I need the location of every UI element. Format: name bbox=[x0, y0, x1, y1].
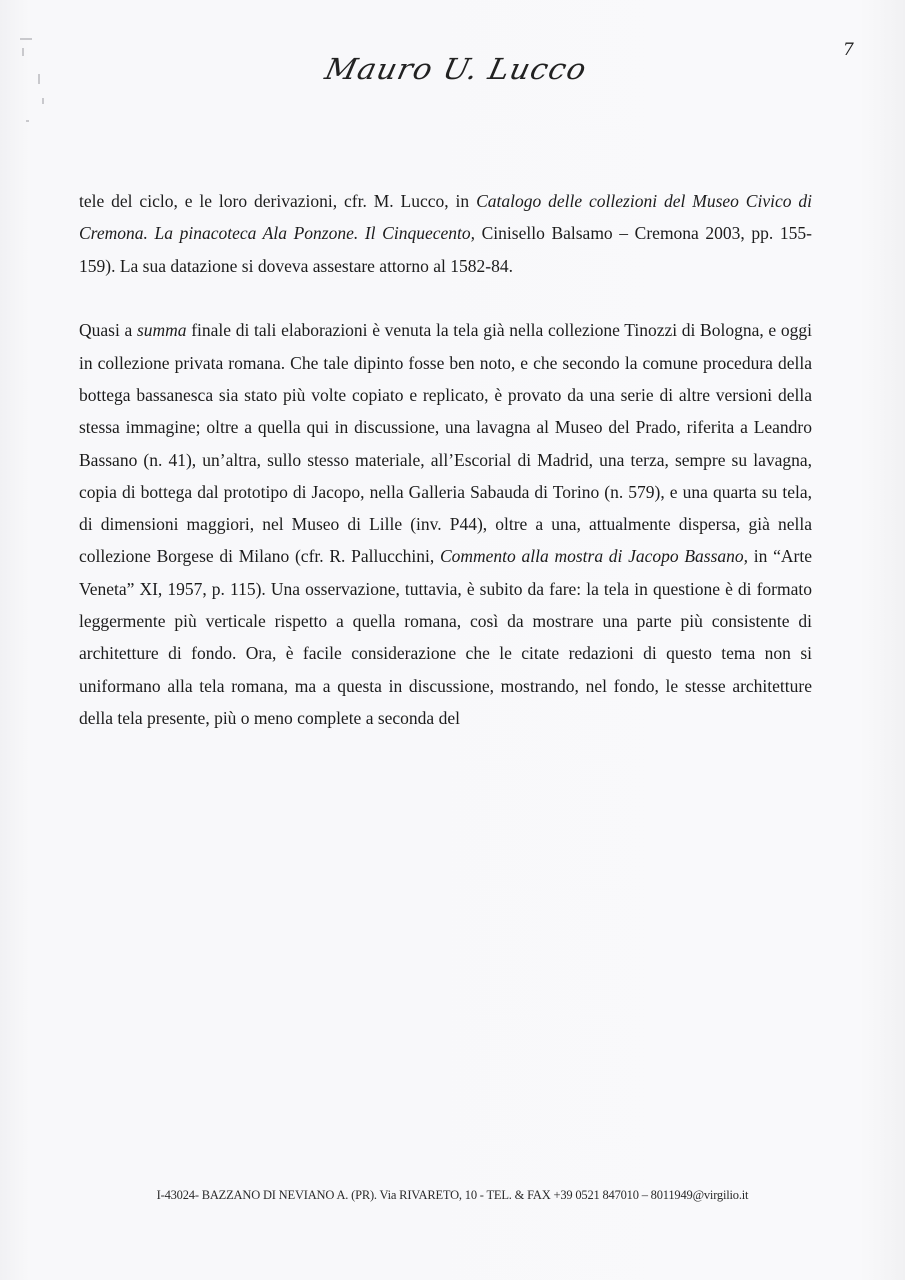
paragraph-2 bbox=[79, 314, 812, 734]
paragraph-2-text-e: in “Arte Veneta” XI, 1957, p. 115). Una osservazione, tuttavia, è subito da fare: la tela in questione è di formato leggermente più verticale rispetto a quella romana, così da mostrare una parte più consistente di architetture di fondo. Ora, è facile considerazione che le citate redazioni di questo tema non si uniformano alla tela romana, ma a questa in discussione, mostrando, nel fondo, le stesse architetture della tela presente, più o meno complete a seconda del bbox=[79, 546, 812, 728]
paragraph-1-title-italic: Catalogo delle collezioni del Museo Civico di Cremona. La pinacoteca Ala Ponzone. Il Cinquecento, bbox=[79, 191, 812, 244]
margin-mark bbox=[20, 38, 32, 40]
body-text bbox=[79, 185, 812, 734]
letterhead bbox=[0, 52, 905, 86]
paragraph-1-text-c: Cinisello Balsamo – Cremona 2003, pp. 155-159). La sua datazione si doveva assestare attorno al 1582-84. bbox=[79, 223, 813, 276]
paragraph-2-text-a: Quasi a bbox=[79, 320, 137, 341]
page-number: 7 bbox=[843, 40, 854, 60]
margin-mark bbox=[42, 98, 44, 104]
paragraph-2-text-c: finale di tali elaborazioni è venuta la tela già nella collezione Tinozzi di Bologna, e oggi in collezione privata romana. Che tale dipinto fosse ben noto, e che secondo la comune procedura della bottega bassanesca sia stato più volte copiato e replicato, è provato da una serie di altre versioni della stessa immagine; oltre a quella qui in discussione, una lavagna al Museo del Prado, riferita a Leandro Bassano (n. 41), un’altra, sullo stesso materiale, all’Escorial di Madrid, una terza, sempre su lavagna, copia di bottega dal prototipo di Jacopo, nella Galleria Sabauda di Torino (n. 579), e una quarta su tela, di dimensioni maggiori, nel Museo di Lille (inv. P44), oltre a una, attualmente dispersa, già nella collezione Borgese di Milano (cfr. R. Pallucchini, bbox=[79, 320, 812, 567]
footer-address: I-43024- BAZZANO DI NEVIANO A. (PR). Via RIVARETO, 10 - TEL. & FAX +39 0521 847010 – 8011949@virgilio.it bbox=[156, 1188, 749, 1202]
paragraph-2-summa-italic: summa bbox=[136, 320, 187, 341]
paragraph-1-text-a: tele del ciclo, e le loro derivazioni, cfr. M. Lucco, in bbox=[79, 191, 477, 211]
paragraph-2-title-italic: Commento alla mostra di Jacopo Bassano, bbox=[439, 546, 749, 567]
paragraph-1 bbox=[79, 185, 812, 282]
letterhead-signature: Mauro U. Lucco bbox=[322, 52, 591, 86]
margin-mark bbox=[26, 120, 29, 122]
